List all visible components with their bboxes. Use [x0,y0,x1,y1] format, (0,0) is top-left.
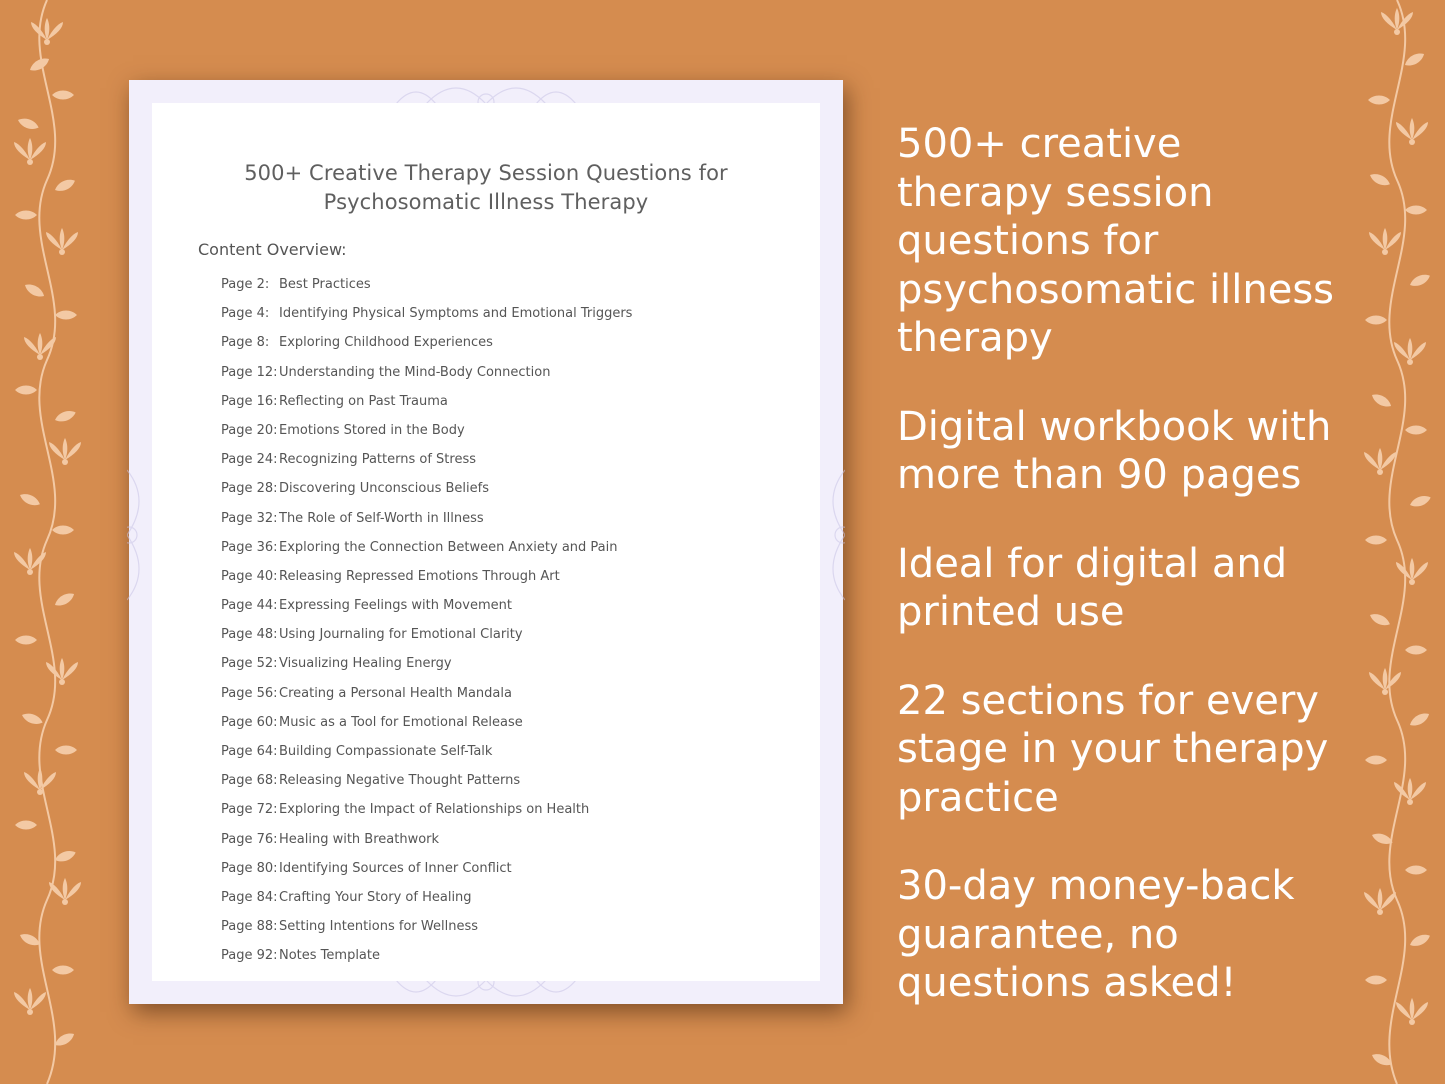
workbook-page-preview [129,80,843,1004]
floral-vine-left [0,0,95,1084]
toc-entry [221,744,632,773]
toc-page-number: Page 80: [221,860,278,876]
toc-entry [221,277,632,306]
toc-section-title: Using Journaling for Emotional Clarity [279,627,523,643]
toc-entry [221,481,632,510]
toc-page-number: Page 40: [221,568,278,584]
toc-section-title: Identifying Sources of Inner Conflict [279,860,512,876]
toc-entry [221,598,632,627]
toc-entry [221,569,632,598]
toc-page-number: Page 92: [221,948,278,964]
toc-entry [221,773,632,802]
toc-entry [221,394,632,423]
toc-page-number: Page 28: [221,481,278,497]
toc-section-title: The Role of Self-Worth in Illness [279,510,484,526]
toc-section-title: Best Practices [279,277,371,292]
toc-page-number: Page 56: [221,685,278,701]
toc-page-number: Page 32: [221,510,278,526]
toc-section-title: Exploring the Impact of Relationships on Health [279,802,590,818]
toc-section-title: Notes Template [279,948,380,964]
mandala-bottom-decoration [386,980,586,1006]
mandala-right-decoration [819,460,845,610]
toc-page-number: Page 68: [221,773,278,789]
toc-page-number: Page 64: [221,744,278,759]
toc-section-title: Emotions Stored in the Body [279,422,465,438]
toc-page-number: Page 4: [221,306,270,322]
toc-entry [221,627,632,656]
toc-entry [221,540,632,569]
toc-section-title: Building Compassionate Self-Talk [279,744,493,759]
toc-entry [221,511,632,540]
toc-entry [221,452,632,481]
mandala-top-decoration [386,78,586,104]
toc-section-title: Understanding the Mind-Body Connection [279,364,551,380]
page-title [152,159,820,217]
feature-item: 22 sections for every stage in your therapy practice [897,677,1329,821]
toc-section-title: Recognizing Patterns of Stress [279,452,476,468]
feature-item: 500+ creative therapy session questions for psychosomatic illness therapy [897,121,1334,361]
feature-list [897,120,1337,1048]
feature-item: Ideal for digital and printed use [897,540,1288,635]
toc-entry [221,423,632,452]
toc-section-title: Creating a Personal Health Mandala [279,685,512,701]
toc-page-number: Page 76: [221,831,278,847]
toc-section-title: Identifying Physical Symptoms and Emotional Triggers [279,306,633,322]
toc-section-title: Releasing Negative Thought Patterns [279,773,521,789]
toc-page-number: Page 48: [221,627,278,643]
toc-entry [221,919,632,948]
toc-section-title: Exploring the Connection Between Anxiety and Pain [279,539,618,555]
toc-entry [221,715,632,744]
toc-section-title: Reflecting on Past Trauma [279,393,448,409]
toc-page-number: Page 52: [221,656,278,672]
toc-section-title: Exploring Childhood Experiences [279,335,493,351]
feature-item: 30-day money-back guarantee, no questions asked! [897,863,1295,1006]
toc-section-title: Discovering Unconscious Beliefs [279,481,489,497]
toc-entry [221,890,632,919]
toc-page-number: Page 12: [221,364,278,380]
toc-entry [221,306,632,335]
feature-item: Digital workbook with more than 90 pages [897,403,1332,498]
title-line-2: Psychosomatic Illness Therapy [323,190,649,214]
content-overview-label: Content Overview: [198,240,347,259]
toc-page-number: Page 24: [221,452,278,468]
toc-section-title: Healing with Breathwork [279,831,440,847]
title-line-1: 500+ Creative Therapy Session Questions for [244,161,728,185]
toc-page-number: Page 84: [221,889,278,905]
toc-section-title: Setting Intentions for Wellness [279,919,478,935]
toc-page-number: Page 2: [221,277,270,292]
toc-page-number: Page 20: [221,422,278,438]
toc-entry [221,335,632,364]
toc-page-number: Page 8: [221,335,270,351]
floral-vine-right [1350,0,1445,1084]
toc-section-title: Music as a Tool for Emotional Release [279,714,523,730]
toc-page-number: Page 72: [221,802,278,818]
toc-page-number: Page 44: [221,598,278,614]
toc-entry [221,832,632,861]
workbook-page-content [152,103,820,981]
toc-entry [221,948,632,977]
toc-page-number: Page 36: [221,539,278,555]
toc-page-number: Page 60: [221,714,278,730]
toc-page-number: Page 16: [221,393,278,409]
toc-section-title: Visualizing Healing Energy [279,656,452,672]
toc-section-title: Expressing Feelings with Movement [279,598,512,614]
mandala-left-decoration [127,460,153,610]
toc-entry [221,656,632,685]
toc-entry [221,861,632,890]
table-of-contents [221,277,632,978]
toc-section-title: Crafting Your Story of Healing [279,889,472,905]
toc-page-number: Page 88: [221,919,278,935]
toc-section-title: Releasing Repressed Emotions Through Art [279,568,560,584]
toc-entry [221,802,632,831]
toc-entry [221,686,632,715]
toc-entry [221,365,632,394]
